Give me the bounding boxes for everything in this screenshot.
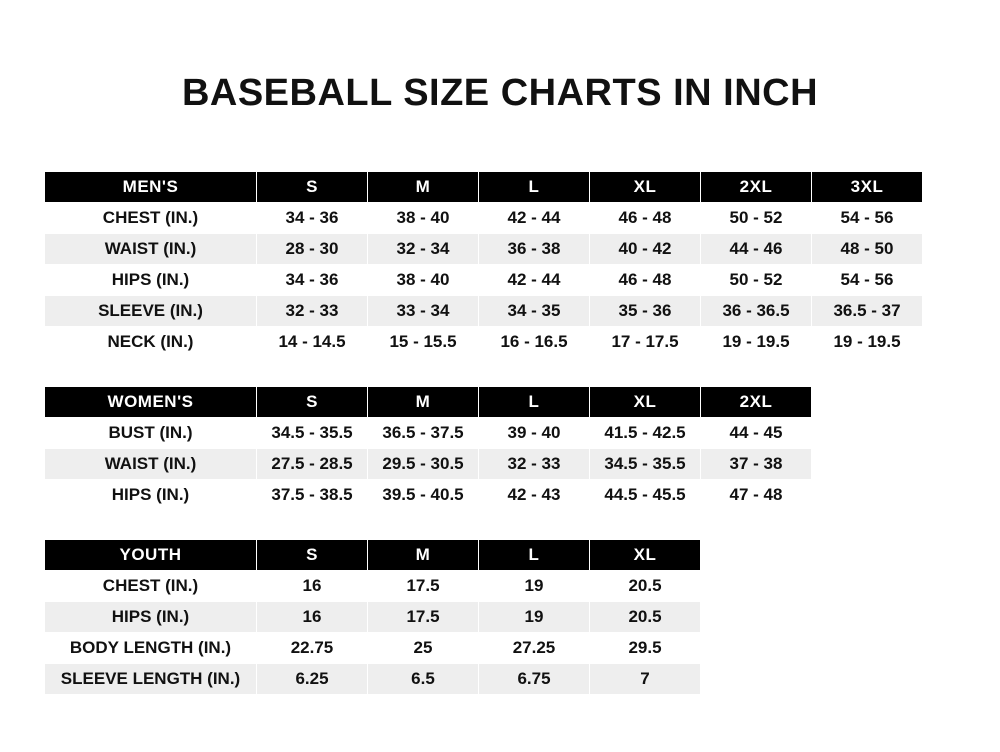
size-tables-container: [0, 171, 1000, 695]
youth-row-2-cell-4: 29.5: [590, 633, 701, 664]
mens-row-3-label: SLEEVE (IN.): [45, 296, 257, 327]
mens-row-3-cell-3: 34 - 35: [479, 296, 590, 327]
youth-header-cell-0: YOUTH: [45, 540, 257, 571]
table-row: [45, 664, 701, 695]
youth-header-cell-4: XL: [590, 540, 701, 571]
mens-row-3-cell-6: 36.5 - 37: [812, 296, 923, 327]
womens-row-2-cell-5: 47 - 48: [701, 480, 812, 511]
youth-row-2-label: BODY LENGTH (IN.): [45, 633, 257, 664]
mens-row-1-cell-1: 28 - 30: [257, 234, 368, 265]
mens-row-1-cell-5: 44 - 46: [701, 234, 812, 265]
mens-row-2-cell-6: 54 - 56: [812, 265, 923, 296]
table-row: [45, 449, 812, 480]
womens-row-0-cell-2: 36.5 - 37.5: [368, 418, 479, 449]
table-row: [45, 203, 923, 234]
youth-row-0-cell-2: 17.5: [368, 571, 479, 602]
womens-row-0-cell-4: 41.5 - 42.5: [590, 418, 701, 449]
womens-header-cell-2: M: [368, 387, 479, 418]
mens-row-4-label: NECK (IN.): [45, 327, 257, 358]
youth-row-1-label: HIPS (IN.): [45, 602, 257, 633]
womens-row-2-cell-3: 42 - 43: [479, 480, 590, 511]
mens-row-4-cell-6: 19 - 19.5: [812, 327, 923, 358]
womens-row-0-cell-1: 34.5 - 35.5: [257, 418, 368, 449]
youth-row-0-label: CHEST (IN.): [45, 571, 257, 602]
mens-header-cell-3: L: [479, 172, 590, 203]
mens-row-0-cell-5: 50 - 52: [701, 203, 812, 234]
mens-row-1-cell-3: 36 - 38: [479, 234, 590, 265]
youth-row-3-cell-4: 7: [590, 664, 701, 695]
table-row: [45, 480, 812, 511]
mens-row-4-cell-3: 16 - 16.5: [479, 327, 590, 358]
womens-size-table: [44, 386, 812, 511]
table-row: [45, 296, 923, 327]
womens-row-0-label: BUST (IN.): [45, 418, 257, 449]
mens-row-1-label: WAIST (IN.): [45, 234, 257, 265]
womens-header-cell-1: S: [257, 387, 368, 418]
womens-header-cell-3: L: [479, 387, 590, 418]
mens-row-2-cell-4: 46 - 48: [590, 265, 701, 296]
youth-row-1-cell-3: 19: [479, 602, 590, 633]
youth-header-cell-3: L: [479, 540, 590, 571]
mens-row-2-cell-1: 34 - 36: [257, 265, 368, 296]
table-row: [45, 571, 701, 602]
mens-row-3-cell-4: 35 - 36: [590, 296, 701, 327]
womens-header-cell-0: WOMEN'S: [45, 387, 257, 418]
mens-row-2-label: HIPS (IN.): [45, 265, 257, 296]
table-row: [45, 327, 923, 358]
table-row: [45, 602, 701, 633]
mens-row-0-cell-3: 42 - 44: [479, 203, 590, 234]
womens-row-1-cell-5: 37 - 38: [701, 449, 812, 480]
table-row: [45, 234, 923, 265]
mens-row-4-cell-1: 14 - 14.5: [257, 327, 368, 358]
womens-header-cell-4: XL: [590, 387, 701, 418]
youth-row-1-cell-2: 17.5: [368, 602, 479, 633]
youth-row-3-label: SLEEVE LENGTH (IN.): [45, 664, 257, 695]
mens-row-3-cell-5: 36 - 36.5: [701, 296, 812, 327]
mens-header-cell-2: M: [368, 172, 479, 203]
mens-header-cell-4: XL: [590, 172, 701, 203]
womens-row-2-label: HIPS (IN.): [45, 480, 257, 511]
womens-table-header-row: [45, 387, 812, 418]
mens-row-4-cell-4: 17 - 17.5: [590, 327, 701, 358]
mens-header-cell-1: S: [257, 172, 368, 203]
mens-row-4-cell-5: 19 - 19.5: [701, 327, 812, 358]
mens-row-3-cell-1: 32 - 33: [257, 296, 368, 327]
mens-row-4-cell-2: 15 - 15.5: [368, 327, 479, 358]
youth-row-0-cell-3: 19: [479, 571, 590, 602]
youth-row-1-cell-1: 16: [257, 602, 368, 633]
youth-size-table: [44, 539, 701, 695]
mens-header-cell-5: 2XL: [701, 172, 812, 203]
youth-row-0-cell-4: 20.5: [590, 571, 701, 602]
mens-row-0-cell-1: 34 - 36: [257, 203, 368, 234]
mens-table-header-row: [45, 172, 923, 203]
youth-header-cell-2: M: [368, 540, 479, 571]
mens-row-0-label: CHEST (IN.): [45, 203, 257, 234]
youth-table-header-row: [45, 540, 701, 571]
mens-header-cell-6: 3XL: [812, 172, 923, 203]
mens-row-0-cell-4: 46 - 48: [590, 203, 701, 234]
womens-header-cell-5: 2XL: [701, 387, 812, 418]
page-title: BASEBALL SIZE CHARTS IN INCH: [181, 72, 819, 114]
youth-row-3-cell-2: 6.5: [368, 664, 479, 695]
mens-row-2-cell-3: 42 - 44: [479, 265, 590, 296]
womens-row-1-label: WAIST (IN.): [45, 449, 257, 480]
mens-row-2-cell-5: 50 - 52: [701, 265, 812, 296]
mens-row-3-cell-2: 33 - 34: [368, 296, 479, 327]
youth-row-2-cell-3: 27.25: [479, 633, 590, 664]
youth-row-0-cell-1: 16: [257, 571, 368, 602]
youth-row-2-cell-2: 25: [368, 633, 479, 664]
mens-row-0-cell-2: 38 - 40: [368, 203, 479, 234]
mens-row-1-cell-4: 40 - 42: [590, 234, 701, 265]
youth-row-3-cell-3: 6.75: [479, 664, 590, 695]
youth-row-1-cell-4: 20.5: [590, 602, 701, 633]
womens-row-2-cell-1: 37.5 - 38.5: [257, 480, 368, 511]
womens-row-1-cell-4: 34.5 - 35.5: [590, 449, 701, 480]
table-row: [45, 265, 923, 296]
mens-header-cell-0: MEN'S: [45, 172, 257, 203]
mens-row-1-cell-2: 32 - 34: [368, 234, 479, 265]
mens-row-2-cell-2: 38 - 40: [368, 265, 479, 296]
youth-row-2-cell-1: 22.75: [257, 633, 368, 664]
womens-row-2-cell-2: 39.5 - 40.5: [368, 480, 479, 511]
womens-row-1-cell-2: 29.5 - 30.5: [368, 449, 479, 480]
youth-header-cell-1: S: [257, 540, 368, 571]
womens-row-2-cell-4: 44.5 - 45.5: [590, 480, 701, 511]
mens-size-table: [44, 171, 923, 358]
table-row: [45, 633, 701, 664]
womens-row-0-cell-5: 44 - 45: [701, 418, 812, 449]
womens-row-1-cell-3: 32 - 33: [479, 449, 590, 480]
womens-row-0-cell-3: 39 - 40: [479, 418, 590, 449]
womens-row-1-cell-1: 27.5 - 28.5: [257, 449, 368, 480]
mens-row-0-cell-6: 54 - 56: [812, 203, 923, 234]
youth-row-3-cell-1: 6.25: [257, 664, 368, 695]
table-row: [45, 418, 812, 449]
mens-row-1-cell-6: 48 - 50: [812, 234, 923, 265]
